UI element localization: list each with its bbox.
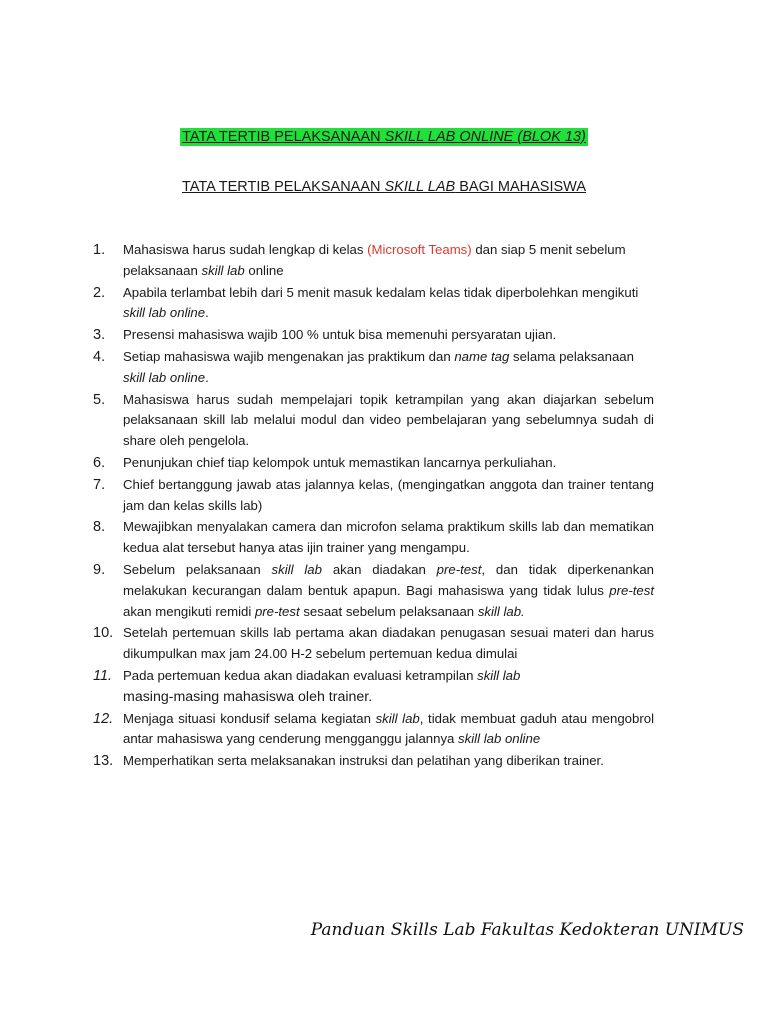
list-item: 3. Presensi mahasiswa wajib 100 % untuk bisa memenuhi persyaratan ujian. — [93, 327, 557, 344]
list-item: 2. Apabila terlambat lebih dari 5 menit masuk kedalam kelas tidak diperbolehkan mengikuti skill lab online. — [93, 284, 639, 321]
document-subtitle: TATA TERTIB PELAKSANAAN SKILL LAB BAGI MAHASISWA — [181, 179, 586, 195]
list-item: 9. Sebelum pelaksanaan skill lab akan diadakan pre-test, dan tidak diperkenankan melakukan kecurangan dalam bentuk apapun. Bagi mahasiswa yang tidak lulus pre-test akan mengikuti remidi pre-test sesaat sebelum pelaksanaan skill lab. — [93, 561, 654, 619]
list-item: 1. Mahasiswa harus sudah lengkap di kelas (Microsoft Teams) dan siap 5 menit sebelum pelaksanaan skill lab online — [93, 242, 626, 278]
rules-list — [88, 240, 654, 773]
footer-text: Panduan Skills Lab Fakultas Kedokteran UNIMUS — [310, 920, 744, 940]
list-item: 7. Chief bertanggung jawab atas jalannya kelas, (mengingatkan anggota dan trainer tentang jam dan kelas skills lab) — [93, 476, 654, 513]
document-title — [0, 127, 768, 147]
highlighted-title: TATA TERTIB PELAKSANAAN SKILL LAB ONLINE (BLOK 13) — [182, 129, 586, 145]
list-item: 11. Pada pertemuan kedua akan diadakan evaluasi ketrampilan skill lab masing-masing mahasiswa oleh trainer. — [93, 667, 521, 705]
list-item: 6. Penunjukan chief tiap kelompok untuk memastikan lancarnya perkuliahan. — [93, 454, 557, 471]
list-item: 13. Memperhatikan serta melaksanakan instruksi dan pelatihan yang diberikan trainer. — [93, 753, 604, 770]
list-item: 10. Setelah pertemuan skills lab pertama akan diadakan penugasan sesuai materi dan harus dikumpulkan max jam 24.00 H-2 sebelum pertemuan kedua dimulai — [93, 625, 654, 662]
microsoft-teams-link[interactable]: (Microsoft Teams) — [367, 242, 472, 257]
list-item: 4. Setiap mahasiswa wajib mengenakan jas praktikum dan name tag selama pelaksanaan skill lab online. — [93, 348, 634, 385]
list-item: 12. Menjaga situasi kondusif selama kegiatan skill lab, tidak membuat gaduh atau mengobrol antar mahasiswa yang cenderung mengganggu jalannya skill lab online — [93, 710, 654, 747]
list-item: 8. Mewajibkan menyalakan camera dan microfon selama praktikum skills lab dan mematikan kedua alat tersebut hanya atas ijin trainer yang mengampu. — [93, 519, 654, 556]
list-item: 5. Mahasiswa harus sudah mempelajari topik ketrampilan yang akan diajarkan sebelum pelaksanaan skill lab melalui modul dan video pembelajaran yang sebelumnya sudah di share oleh pengelola. — [93, 391, 654, 449]
